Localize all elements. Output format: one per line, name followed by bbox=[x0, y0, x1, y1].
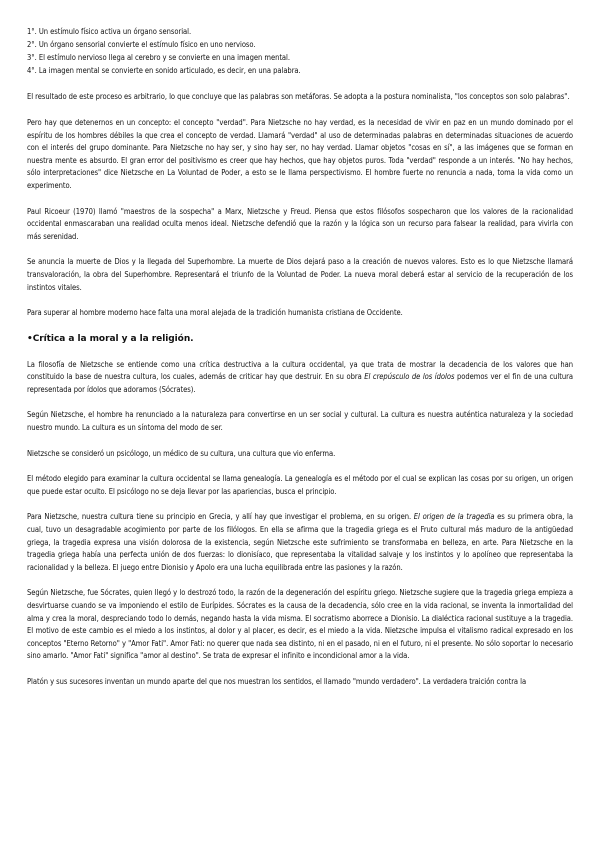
paragraph-destructive-critique bbox=[27, 359, 573, 397]
paragraph-concept-truth: Pero hay que detenernos en un concepto: el concepto "verdad". Para Nietzsche no hay verdad, es la necesidad de vivir en paz en un mundo dominado por el espíritu de los hombres débiles la que crea el concepto de verdad. Llamará "verdad" al uso de determinadas palabras en determinadas situaciones de acuerdo con el interés del grupo dominante. Para Nietzsche no hay ser, y sino hay ser, no hay verdad. Llamar objetos "cosas en sí", a las imágenes que se forman en nuestra mente es absurdo. El gran error del positivismo es creer que hay hechos, que hay objetos puros. Toda "verdad" responde a un interés. "No hay hechos, sólo interpretaciones" dice Nietzsche en La Voluntad de Poder, a esto se le llama perspectivismo. El hombre fuerte no renuncia a nada, toma la vida como un experimento. bbox=[27, 117, 573, 190]
list-item: 4°. La imagen mental se convierte en sonido articulado, es decir, en una palabra. bbox=[27, 66, 301, 76]
book-title: El origen de la tragedia bbox=[413, 512, 495, 522]
paragraph-plato: Platón y sus sucesores inventan un mundo aparte del que nos muestran los sentidos, el llamado "mundo verdadero". La verdadera traición contra la bbox=[27, 676, 527, 686]
section-heading: •Crítica a la moral y a la religión. bbox=[27, 333, 194, 344]
paragraph-socrates: Según Nietzsche, fue Sócrates, quien llegó y lo destrozó todo, la razón de la degeneración del espíritu griego. Nietzsche sugiere que la tragedia griega empieza a desvirtuarse cuando se va imponiendo el estilo de Eurípides. Sócrates es la causa de la decadencia, sólo cree en la vida racional, se inventa la inmortalidad del alma y crea la moral, despreciando todo lo demás, negando hasta la vida misma. El socratismo aborrece a Dionisio. La dialéctica racional sustituye a la tragedia. El motivo de este cambio es el miedo a los instintos, al dolor y al placer, es decir, es el miedo a la vida. Nietzsche impulsa el vitalismo radical expresado en los conceptos "Eterno Retorno" y "Amor Fati". Amor Fati: no querer que nada sea distinto, ni en el pasado, ni en el futuro, ni el presente. No sólo soportar lo necesario sino amarlo. "Amor Fati" significa "amor al destino". Se trata de expresar el infinito e incondicional amor a la vida. bbox=[27, 588, 573, 661]
text-run: La filosofía de Nietzsche se entiende como una crítica destructiva a la cultura occidental, ya que trata de mostrar la decadencia de los valores que han constituido la base de nuestra cultura, los cuales, además de criticar hay que destruir. En su obra bbox=[27, 359, 573, 382]
list-item: 2°. Un órgano sensorial convierte el estímulo físico en uno nervioso. bbox=[27, 40, 256, 50]
text-run: Para Nietzsche, nuestra cultura tiene su principio en Grecia, y allí hay que investigar el problema, en su origen. bbox=[27, 512, 414, 522]
text-run: podemos ver el fin de una cultura representada por ídolos que adoramos (Sócrates). bbox=[27, 372, 573, 394]
paragraph-genealogy: El método elegido para examinar la cultura occidental se llama genealogía. La genealogía es el método por el cual se explican las cosas por su origen, un origen que puede estar oculto. El psicólogo no se deja llevar por las apariencias, busca el principio. bbox=[27, 474, 573, 496]
document-page bbox=[27, 26, 573, 689]
numbered-list bbox=[27, 26, 573, 78]
paragraph-masters-of-suspicion: Paul Ricoeur (1970) llamó "maestros de la sospecha" a Marx, Nietzsche y Freud. Piensa que estos filósofos sospecharon que los valores de la racionalidad occidental enmascaraban una realidad oculta menos ideal. Nietzsche defendió que la razón y la lógica son un recurso para falsear la realidad, para vivirla con más serenidad. bbox=[27, 206, 573, 241]
paragraph-words-metaphors: El resultado de este proceso es arbitrario, lo que concluye que las palabras son metáforas. Se adopta a la postura nominalista, "los conceptos son solo palabras". bbox=[27, 92, 570, 102]
paragraph-birth-of-tragedy bbox=[27, 511, 573, 574]
book-title: El crepúsculo de los ídolos bbox=[364, 372, 455, 382]
list-item: 3°. El estímulo nervioso llega al cerebro y se convierte en una imagen mental. bbox=[27, 53, 290, 63]
list-item: 1°. Un estímulo físico activa un órgano sensorial. bbox=[27, 27, 192, 36]
text-run: es su primera obra, la cual, tuvo un desagradable acogimiento por parte de los filólogos. En ella se afirma que la tragedia griega es el Fruto cultural más maduro de la antigüedad griega, la tragedia expresa una visión dolorosa de la existencia, según Nietzsche este sufrimiento se transformaba en belleza, en arte. Para Nietzsche en la tragedia griega había una perfecta unión de dos fuerzas: lo dionisíaco, que representaba la vitalidad salvaje y los instintos y lo apolíneo que representaba la racionalidad y la belleza. El juego entre Dionisio y Apolo era una lucha equilibrada entre las pasiones y la razón. bbox=[27, 512, 573, 572]
paragraph-nature-culture: Según Nietzsche, el hombre ha renunciado a la naturaleza para convertirse en un ser social y cultural. La cultura es nuestra auténtica naturaleza y la sociedad nuestro mundo. La cultura es un síntoma del modo de ser. bbox=[27, 410, 573, 433]
paragraph-new-morality: Para superar al hombre moderno hace falta una moral alejada de la tradición humanista cristiana de Occidente. bbox=[27, 308, 403, 318]
paragraph-psychologist: Nietzsche se consideró un psicólogo, un médico de su cultura, una cultura que vio enferma. bbox=[27, 448, 336, 458]
paragraph-death-of-god: Se anuncia la muerte de Dios y la llegada del Superhombre. La muerte de Dios dejará paso a la creación de nuevos valores. Esto es lo que Nietzsche llamará transvaloración, la obra del Superhombre. Representará el triunfo de la Voluntad de Poder. La nueva moral deberá estar al servicio de la recuperación de los instintos vitales. bbox=[27, 257, 573, 292]
